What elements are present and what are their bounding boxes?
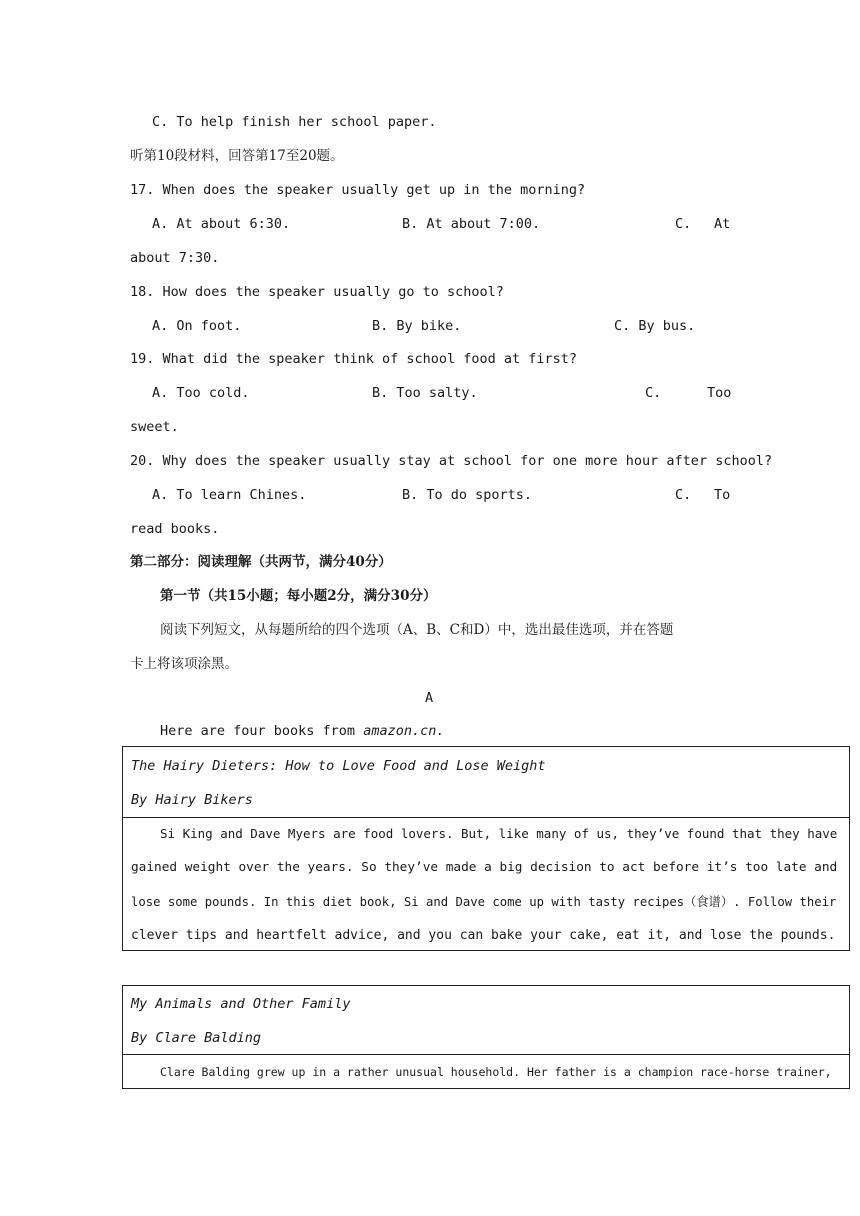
q19-option-c-label: C. [645,385,662,401]
book-card-2 [122,985,850,1089]
q18-option-c: C. By bus. [614,318,696,334]
book-author: By Hairy Bikers [131,792,253,808]
q18-option-b: B. By bike. [372,318,462,334]
section10-instruction: 听第10段材料，回答第17至20题。 [130,148,344,164]
book-title: My Animals and Other Family [131,996,351,1012]
section1-heading: 第一节（共15小题；每小题2分，满分30分） [160,588,437,604]
q19-option-a: A. Too cold. [152,385,250,401]
book-author: By Clare Balding [131,1030,262,1046]
q20-stem: 20. Why does the speaker usually stay at school for one more hour after school? [130,453,773,469]
row-divider [123,1054,849,1055]
book-description-line: Clare Balding grew up in a rather unusual household. Her father is a champion race-horse trainer, [160,1065,832,1079]
q16-option-c: C. To help finish her school paper. [152,114,437,130]
instruction-line2: 卡上将该项涂黑。 [130,656,238,672]
q17-option-a: A. At about 6:30. [152,216,291,232]
q20-option-b: B. To do sports. [402,487,533,503]
passage-letter: A [425,690,434,706]
q20-option-c-label: C. [675,487,692,503]
q18-option-a: A. On foot. [152,318,242,334]
q17-stem: 17. When does the speaker usually get up in the morning? [130,182,586,198]
q18-stem: 18. How does the speaker usually go to school? [130,284,504,300]
book-description-line: clever tips and heartfelt advice, and you can bake your cake, eat it, and lose the pounds. [131,928,836,943]
q19-option-c-text: Too [707,385,732,401]
passage-intro [160,722,444,740]
book-card-1 [122,746,850,951]
q17-option-c-label: C. [675,216,692,232]
q20-option-a: A. To learn Chines. [152,487,307,503]
intro-prefix: Here are four books from [160,723,364,739]
row-divider [123,817,849,818]
book-title: The Hairy Dieters: How to Love Food and Lose Weight [131,758,546,774]
part2-heading: 第二部分：阅读理解（共两节，满分40分） [130,554,392,570]
q19-stem: 19. What did the speaker think of school food at first? [130,351,578,367]
q17-option-c-wrap: about 7:30. [130,250,220,266]
book-description-line: Si King and Dave Myers are food lovers. But, like many of us, they’ve found that they have [160,826,838,841]
q17-option-c-text: At [714,216,731,232]
book-description-line: lose some pounds. In this diet book, Si and Dave come up with tasty recipes（食谱）. Follow their [131,895,837,909]
q19-option-b: B. Too salty. [372,385,478,401]
q19-option-c-wrap: sweet. [130,419,179,435]
q17-option-b: B. At about 7:00. [402,216,541,232]
instruction-line1: 阅读下列短文，从每题所给的四个选项（A、B、C和D）中，选出最佳选项，并在答题 [160,622,674,638]
q20-option-c-wrap: read books. [130,521,220,537]
q20-option-c-text: To [714,487,731,503]
intro-source: amazon.cn. [363,723,445,739]
book-description-line: gained weight over the years. So they’ve made a big decision to act before it’s too late and [131,860,838,875]
